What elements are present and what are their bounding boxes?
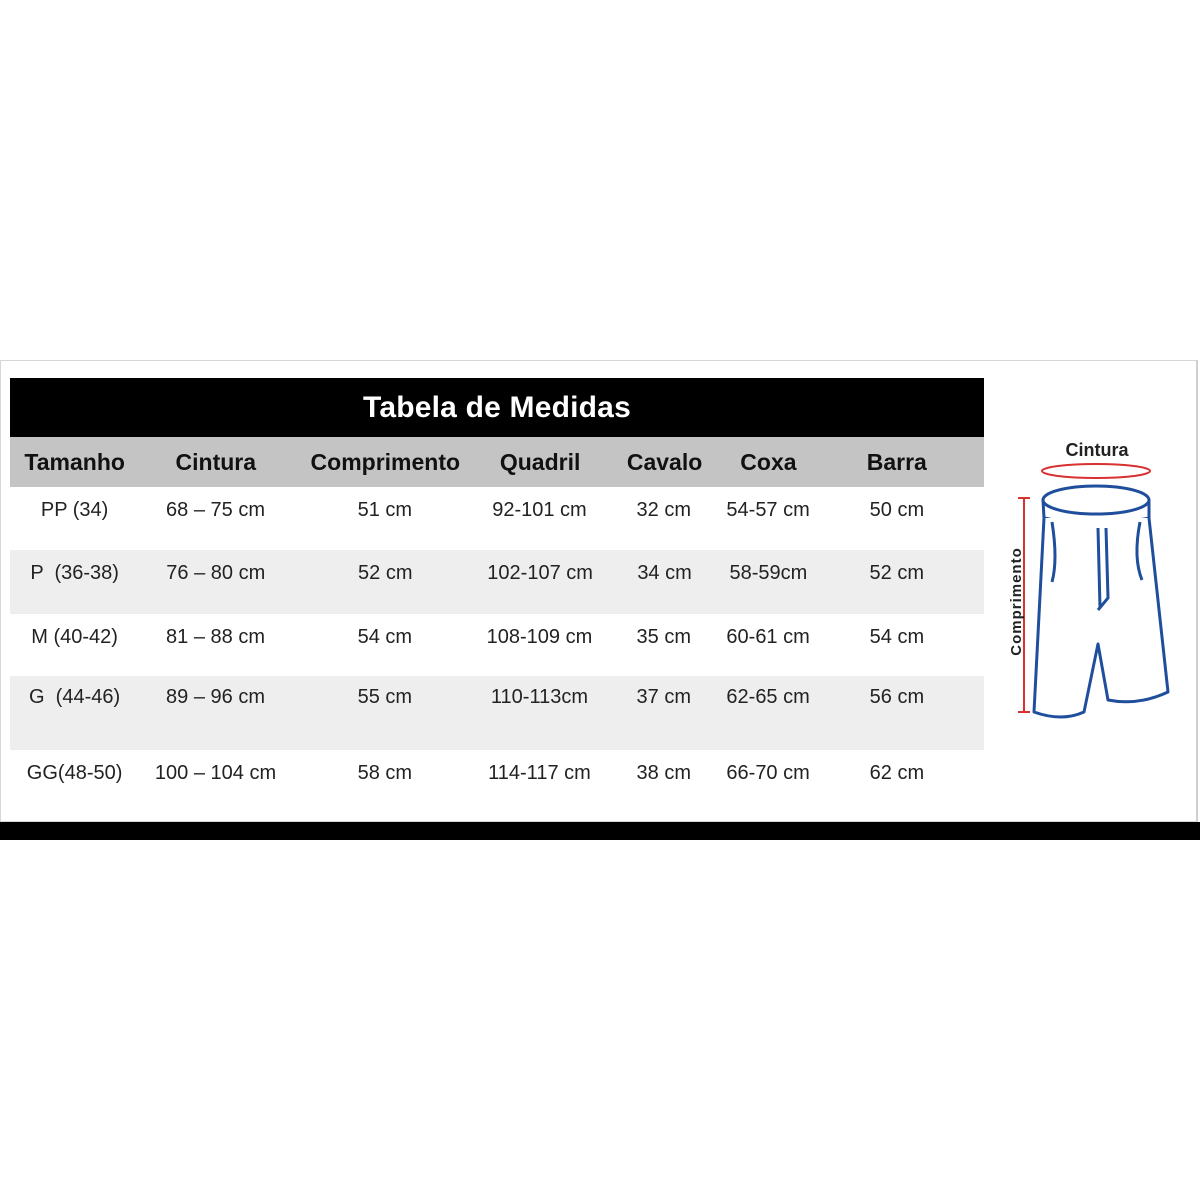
header-cavalo: Cavalo xyxy=(626,448,703,475)
shorts-diagram xyxy=(1000,430,1190,730)
cell-cavalo: 34 cm xyxy=(637,562,692,584)
cell-cavalo: 38 cm xyxy=(636,762,691,784)
table-title: Tabela de Medidas xyxy=(10,378,984,437)
cell-quadril: 114-117 cm xyxy=(488,762,591,784)
cell-tamanho: G (44-46) xyxy=(29,686,121,708)
table-row xyxy=(10,487,984,550)
waist-label: Cintura xyxy=(1065,440,1129,460)
cell-cavalo: 37 cm xyxy=(636,686,691,708)
cell-quadril: 110-113cm xyxy=(490,686,589,708)
table-header-row xyxy=(10,437,984,487)
cell-cintura: 76 – 80 cm xyxy=(166,562,266,584)
cell-coxa: 60-61 cm xyxy=(726,626,810,648)
header-cintura: Cintura xyxy=(175,448,257,475)
cell-coxa: 66-70 cm xyxy=(726,762,810,784)
cell-cintura: 100 – 104 cm xyxy=(154,762,277,784)
cell-quadril: 108-109 cm xyxy=(486,626,593,648)
cell-barra: 54 cm xyxy=(869,626,925,648)
cell-barra: 56 cm xyxy=(869,686,925,708)
cell-barra: 52 cm xyxy=(869,562,925,584)
cell-quadril: 102-107 cm xyxy=(487,562,593,584)
cell-tamanho: GG(48-50) xyxy=(26,762,123,784)
header-quadril: Quadril xyxy=(499,448,581,475)
cell-comprimento: 55 cm xyxy=(357,686,413,708)
cell-quadril: 92-101 cm xyxy=(492,499,587,521)
cell-coxa: 54-57 cm xyxy=(726,499,810,521)
table-row xyxy=(10,676,984,750)
cell-cavalo: 35 cm xyxy=(636,626,691,648)
cell-coxa: 62-65 cm xyxy=(726,686,810,708)
header-coxa: Coxa xyxy=(740,448,797,475)
length-label: Comprimento xyxy=(1007,546,1025,656)
cell-cintura: 81 – 88 cm xyxy=(166,626,265,648)
table-row xyxy=(10,550,984,614)
cell-comprimento: 54 cm xyxy=(357,626,413,648)
cell-comprimento: 51 cm xyxy=(357,499,413,521)
cell-tamanho: PP (34) xyxy=(40,499,109,521)
cell-coxa: 58-59cm xyxy=(729,562,808,584)
header-barra: Barra xyxy=(866,448,927,475)
cell-comprimento: 58 cm xyxy=(357,762,413,784)
cell-comprimento: 52 cm xyxy=(358,562,413,584)
size-table xyxy=(10,378,984,810)
header-comprimento: Comprimento xyxy=(310,448,461,475)
table-row xyxy=(10,614,984,676)
bottom-bar xyxy=(0,822,1200,840)
length-label-wrap xyxy=(1002,518,1030,684)
cell-cavalo: 32 cm xyxy=(636,499,691,521)
waistband-top xyxy=(1043,486,1149,514)
header-tamanho: Tamanho xyxy=(24,448,125,475)
waist-measure-ring xyxy=(1042,464,1150,478)
cell-cintura: 89 – 96 cm xyxy=(166,686,265,708)
table-row xyxy=(10,750,984,810)
fly-line xyxy=(1098,528,1100,608)
cell-tamanho: P (36-38) xyxy=(30,562,119,584)
cell-tamanho: M (40-42) xyxy=(31,626,118,648)
cell-barra: 50 cm xyxy=(869,499,925,521)
cell-barra: 62 cm xyxy=(869,762,925,784)
cell-cintura: 68 – 75 cm xyxy=(166,499,265,521)
